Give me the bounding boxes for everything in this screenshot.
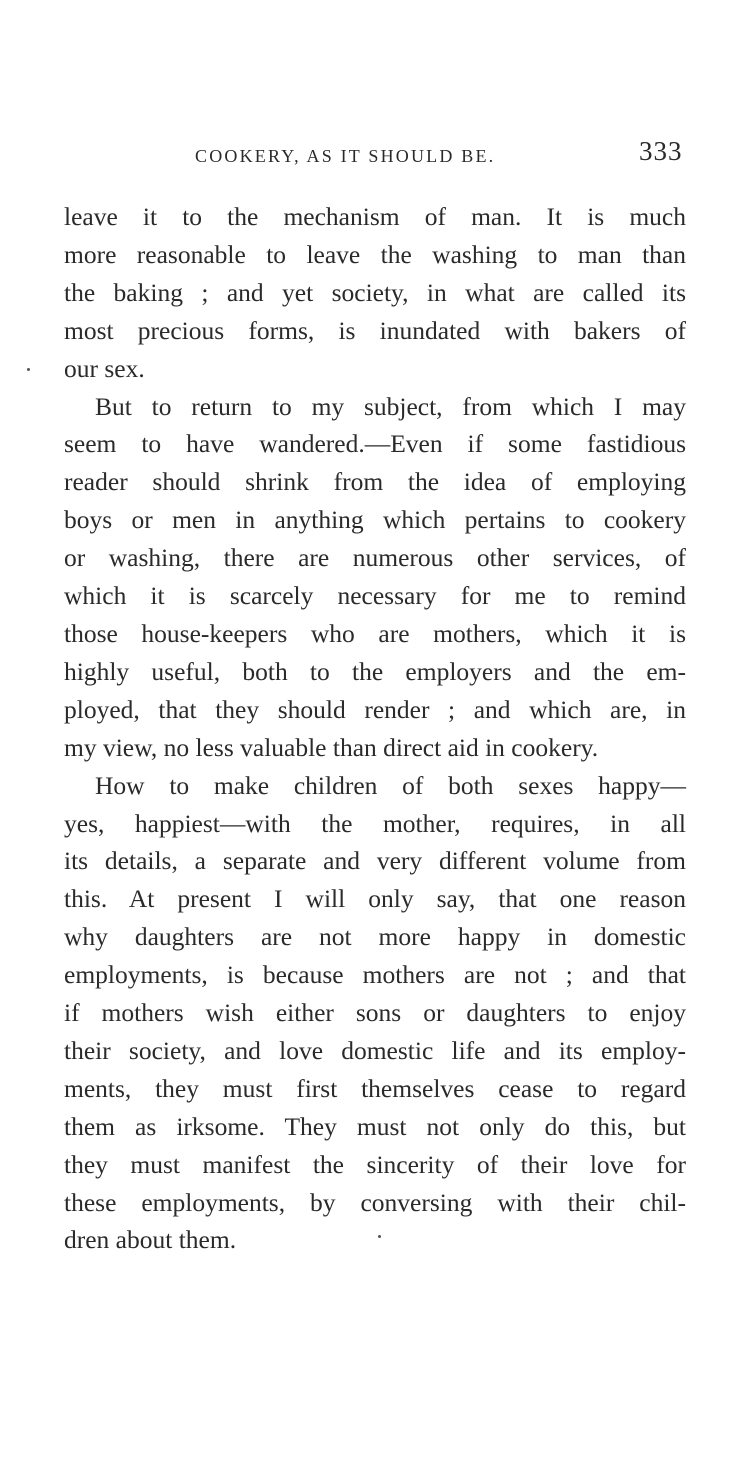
- text-line: highly useful, both to the employers and the em-: [64, 656, 686, 686]
- text-line: if mothers wish either sons or daughters to enjoy: [64, 998, 686, 1028]
- page-number: 333: [639, 136, 683, 166]
- text-line: leave it to the mechanism of man. It is much: [64, 202, 686, 231]
- text-line: yes, happiest—with the mother, requires, in all: [64, 808, 686, 838]
- text-line: its details, a separate and very different volume from: [64, 846, 686, 876]
- text-line: employments, is because mothers are not ; and that: [64, 960, 686, 990]
- text-line: more reasonable to leave the washing to man than: [64, 239, 686, 269]
- ink-speck: [27, 368, 30, 371]
- text-line: the baking ; and yet society, in what are called its: [64, 277, 686, 307]
- text-line: which it is scarcely necessary for me to remind: [64, 581, 686, 611]
- text-line: or washing, there are numerous other services, of: [64, 543, 686, 573]
- text-line: those house-keepers who are mothers, which it is: [64, 618, 686, 648]
- paragraph: [64, 767, 686, 1260]
- running-title: COOKERY, AS IT SHOULD BE.: [195, 146, 496, 166]
- text-line: their society, and love domestic life and its employ-: [64, 1035, 686, 1065]
- text-line: ployed, that they should render ; and which are, in: [64, 694, 686, 724]
- paragraph: [64, 388, 686, 767]
- text-line: ments, they must first themselves cease to regard: [64, 1073, 686, 1103]
- text-line: our sex.: [64, 353, 145, 383]
- text-line: But to return to my subject, from which I may: [95, 391, 686, 421]
- text-line: why daughters are not more happy in domestic: [64, 922, 686, 952]
- text-line: reader should shrink from the idea of employing: [64, 467, 686, 497]
- text-line: dren about them.: [64, 1225, 237, 1255]
- paragraph: [64, 198, 686, 388]
- body-text: [64, 198, 686, 1259]
- text-line: they must manifest the sincerity of their love for: [64, 1149, 686, 1179]
- text-line: boys or men in anything which pertains to cookery: [64, 505, 686, 535]
- text-line: How to make children of both sexes happy—: [95, 770, 686, 800]
- ink-speck: [378, 1235, 381, 1238]
- text-line: this. At present I will only say, that one reason: [64, 884, 686, 914]
- text-line: them as irksome. They must not only do this, but: [64, 1111, 686, 1141]
- text-line: seem to have wandered.—Even if some fastidious: [64, 429, 686, 459]
- text-line: my view, no less valuable than direct aid in cookery.: [64, 732, 599, 762]
- text-line: these employments, by conversing with their chil-: [64, 1187, 686, 1217]
- text-line: most precious forms, is inundated with bakers of: [64, 315, 686, 345]
